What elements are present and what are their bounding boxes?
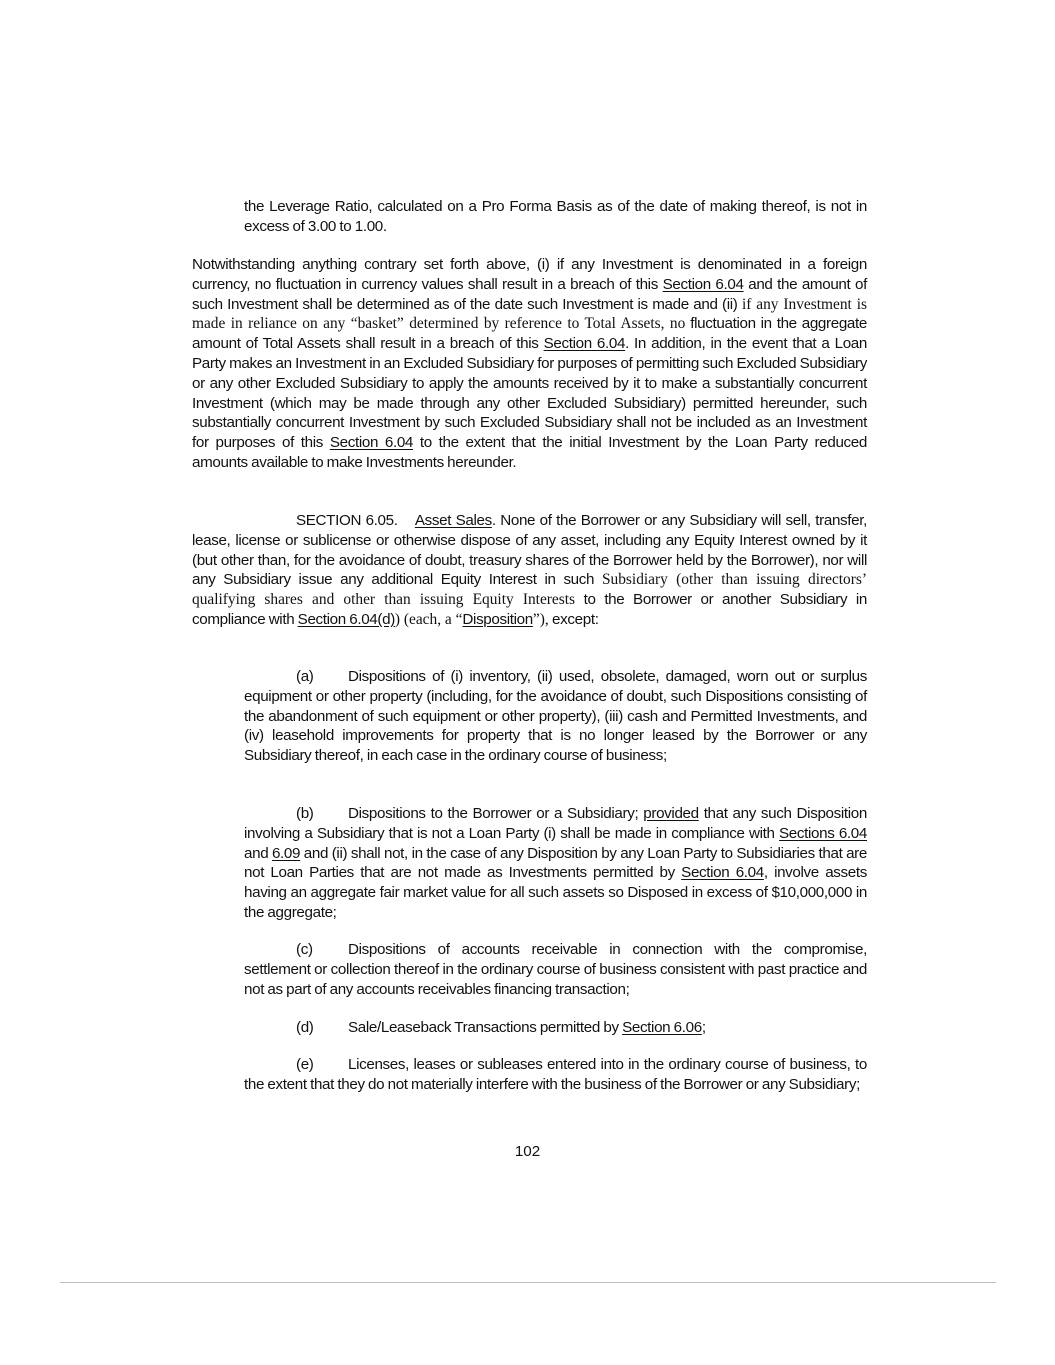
section-reference: Section 6.04	[329, 434, 414, 452]
text-run: , involve assets having an aggregate fair market value for all such assets so Disposed in excess of $10,000,000 in the aggregate;	[244, 864, 868, 921]
text-run: Subsidiary (other than issuing directors’ qualifying shares and other than issuing Equity Interests	[192, 571, 867, 609]
section-reference: Section 6.04	[681, 864, 764, 882]
clause-label: (a)	[296, 668, 314, 685]
clause-text: Dispositions of (i) inventory, (ii) used, obsolete, damaged, worn out or surplus equipment or other property (including, for the avoidance of doubt, such Dispositions consisting of the abandonment of such equipment or other property), (iii) cash and Permitted Investments, and (iv) leasehold improvements for property that is no longer leased by the Borrower or any Subsidiary thereof, in each case in the ordinary course of business;	[244, 668, 867, 765]
text-run: except:	[548, 610, 599, 628]
clause-d	[244, 1018, 867, 1038]
text-run: ;	[701, 1019, 706, 1036]
text-run: Dispositions to the Borrower or a Subsidiary;	[348, 805, 644, 822]
clause-text: Licenses, leases or subleases entered into in the ordinary course of business, to the extent that they do not materially interfere with the business of the Borrower or any Subsidiary;	[244, 1056, 867, 1093]
page-number: 102	[514, 1143, 541, 1160]
text-run: and	[244, 844, 272, 862]
text-run: ) (each, a “	[394, 610, 463, 628]
section-reference: 6.09	[271, 844, 301, 862]
text-run: and (ii) shall not, in the case of any Disposition by any Loan Party to Subsidiaries that are not Loan Parties that are not made as Investments permitted by	[244, 844, 867, 882]
text-run: . In addition, in the event that a Loan Party makes an Investment in an Excluded Subsidiary for purposes of permitting such Excluded Subsidiary or any other Excluded Subsidiary to apply the amounts received by it to make a substantially concurrent Investment (which may be made through any other Excluded Subsidiary) permitted hereunder, such substantially concurrent Investment by such Excluded Subsidiary shall not be included as an Investment for purposes of this	[192, 335, 867, 452]
section-reference: Section 6.04(d)	[297, 610, 395, 628]
text-run: ”),	[532, 610, 549, 628]
text-run: and the amount of such Investment shall be determined as of the date such Investment is made and (ii)	[192, 275, 867, 313]
clause-label: (b)	[296, 805, 314, 822]
text-run: fluctuation in the aggregate amount of Total Assets shall result in a breach of this	[192, 315, 867, 353]
section-reference: Section 6.06	[622, 1019, 702, 1036]
text-run: if any Investment is made in reliance on any “basket” determined by reference to Total Assets, no	[192, 295, 867, 333]
section-number: SECTION 6.05.	[296, 512, 398, 529]
text-run: Notwithstanding anything contrary set forth above, (i) if any Investment is denominated in a foreign currency, no fluctuation in currency values shall result in a breach of this	[192, 256, 867, 293]
section-reference: Section 6.04	[662, 275, 744, 293]
clause-label: (d)	[296, 1019, 314, 1036]
text-run: to the extent that the initial Investment by the Loan Party reduced amounts available to make Investments hereunder.	[192, 434, 867, 471]
paragraph-leverage-ratio: the Leverage Ratio, calculated on a Pro Forma Basis as of the date of making thereof, is not in excess of 3.00 to 1.00.	[244, 198, 867, 235]
text-run: Sale/Leaseback Transactions permitted by	[348, 1019, 623, 1036]
section-reference: Section 6.04	[543, 335, 626, 353]
clause-e	[244, 1055, 867, 1095]
text-run: that any such Disposition involving a Subsidiary that is not a Loan Party (i) shall be made in compliance with	[244, 805, 867, 842]
clause-text: Dispositions of accounts receivable in connection with the compromise, settlement or collection thereof in the ordinary course of business consistent with past practice and not as part of any accounts receivables financing transaction;	[244, 941, 867, 998]
defined-term: Disposition	[462, 610, 533, 628]
page-divider	[60, 1282, 996, 1283]
text-run: to the Borrower or another Subsidiary in compliance with	[192, 591, 867, 628]
paragraph-notwithstanding	[192, 255, 867, 473]
clause-c	[244, 940, 867, 999]
defined-term: provided	[643, 805, 699, 822]
clause-label: (c)	[296, 941, 313, 958]
clause-label: (e)	[296, 1056, 314, 1073]
section-heading: Asset Sales	[414, 512, 492, 529]
clause-b	[244, 804, 867, 923]
section-reference: Sections 6.04	[778, 824, 867, 842]
text-run: . None of the Borrower or any Subsidiary will sell, transfer, lease, license or sublicense or otherwise dispose of any asset, including any Equity Interest owned by it (but other than, for the avoidance of doubt, treasury shares of the Borrower held by the Borrower), nor will any Subsidiary issue any additional Equity Interest in such	[192, 512, 867, 589]
clause-a	[244, 667, 867, 766]
section-6-05-paragraph	[192, 511, 867, 630]
